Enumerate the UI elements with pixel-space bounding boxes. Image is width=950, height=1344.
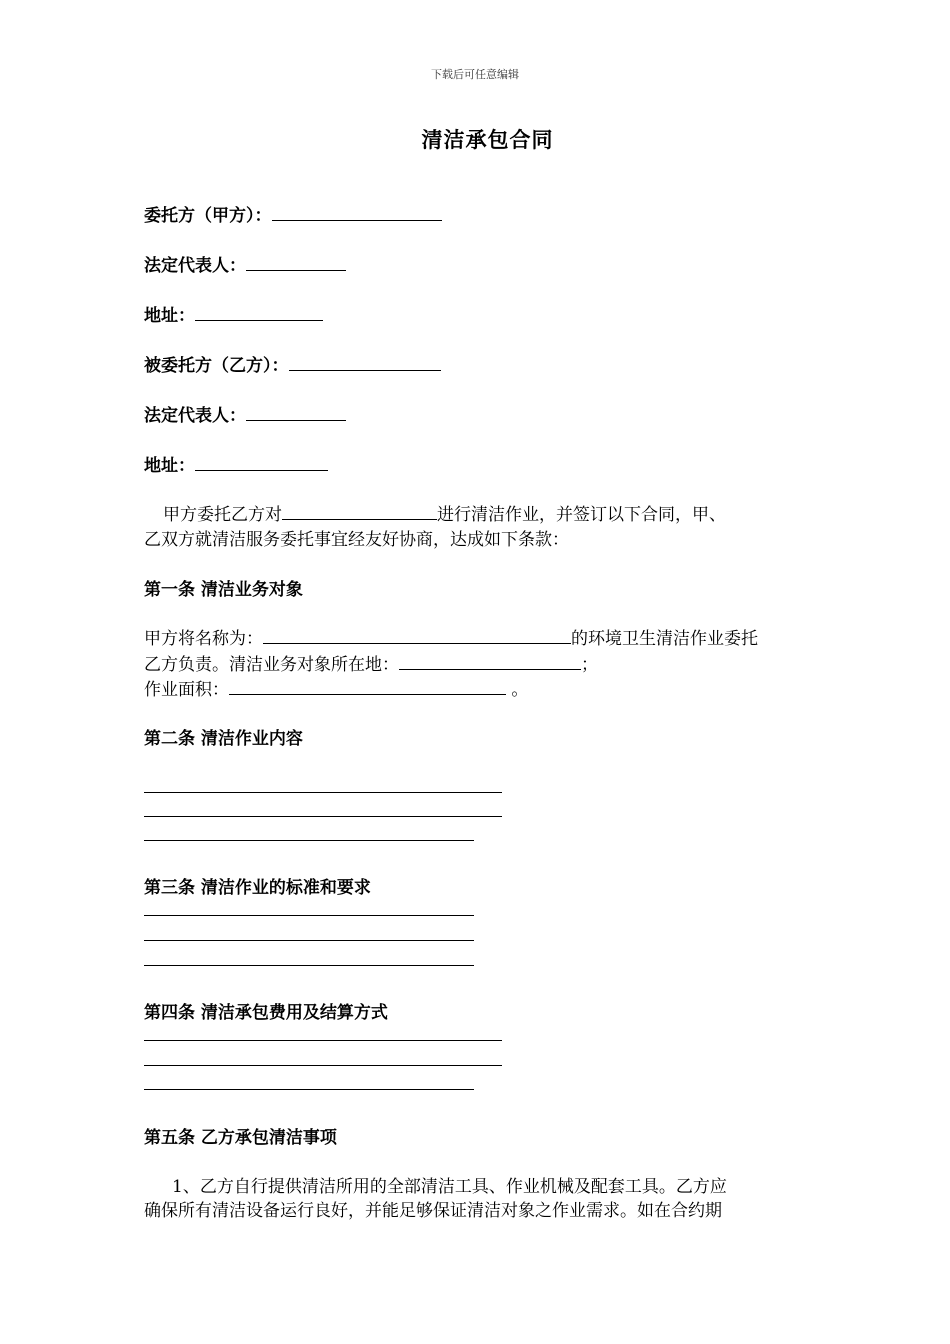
intro-blank[interactable]: [282, 503, 437, 520]
article5-heading: 第五条 乙方承包清洁事项: [144, 1128, 337, 1148]
contractor-label: 被委托方（乙方）：: [144, 356, 289, 376]
article1-line-3: 作业面积： 。: [144, 680, 529, 700]
object-location-blank[interactable]: [399, 653, 581, 670]
article2-blank-line-3[interactable]: [144, 840, 474, 841]
article2-blank-line-1[interactable]: [144, 792, 502, 793]
article1-heading: 第一条 清洁业务对象: [144, 580, 303, 600]
client-field: [144, 201, 442, 226]
addr2-field: [144, 451, 328, 476]
rep1-label: 法定代表人：: [144, 256, 246, 276]
object-name-blank[interactable]: [263, 627, 571, 644]
article5-para-line-1: 1、乙方自行提供清洁所用的全部清洁工具、作业机械及配套工具。乙方应: [172, 1177, 727, 1197]
article3-blank-line-3[interactable]: [144, 965, 474, 966]
client-label: 委托方（甲方）：: [144, 206, 272, 226]
rep1-field: [144, 251, 346, 276]
intro-line-1: 甲方委托乙方对 进行清洁作业，并签订以下合同，甲、: [163, 505, 726, 525]
intro-line-2: 乙双方就清洁服务委托事宜经友好协商，达成如下条款：: [144, 530, 569, 550]
article2-heading: 第二条 清洁作业内容: [144, 729, 303, 749]
addr1-label: 地址：: [144, 306, 195, 326]
article4-heading: 第四条 清洁承包费用及结算方式: [144, 1003, 388, 1023]
article3-blank-line-2[interactable]: [144, 940, 474, 941]
addr2-blank[interactable]: [195, 454, 328, 471]
article5-para-line-2: 确保所有清洁设备运行良好，并能足够保证清洁对象之作业需求。如在合约期: [144, 1201, 722, 1221]
work-area-blank[interactable]: [229, 678, 506, 695]
addr1-blank[interactable]: [195, 304, 323, 321]
article3-heading: 第三条 清洁作业的标准和要求: [144, 878, 371, 898]
article4-blank-line-1[interactable]: [144, 1040, 502, 1041]
rep2-field: [144, 401, 346, 426]
article1-line-2: 乙方负责。清洁业务对象所在地： ；: [144, 655, 598, 675]
document-title: 清洁承包合同: [421, 127, 554, 152]
article4-blank-line-3[interactable]: [144, 1089, 474, 1090]
rep1-blank[interactable]: [246, 254, 346, 271]
article4-blank-line-2[interactable]: [144, 1065, 502, 1066]
rep2-label: 法定代表人：: [144, 406, 246, 426]
client-blank[interactable]: [272, 204, 442, 221]
addr1-field: [144, 301, 323, 326]
article3-blank-line-1[interactable]: [144, 915, 474, 916]
contractor-blank[interactable]: [289, 354, 441, 371]
article1-line-1: 甲方将名称为： 的环境卫生清洁作业委托: [144, 629, 758, 649]
article2-blank-line-2[interactable]: [144, 816, 502, 817]
rep2-blank[interactable]: [246, 404, 346, 421]
page-header: 下载后可任意编辑: [431, 68, 519, 81]
addr2-label: 地址：: [144, 456, 195, 476]
contractor-field: [144, 351, 441, 376]
